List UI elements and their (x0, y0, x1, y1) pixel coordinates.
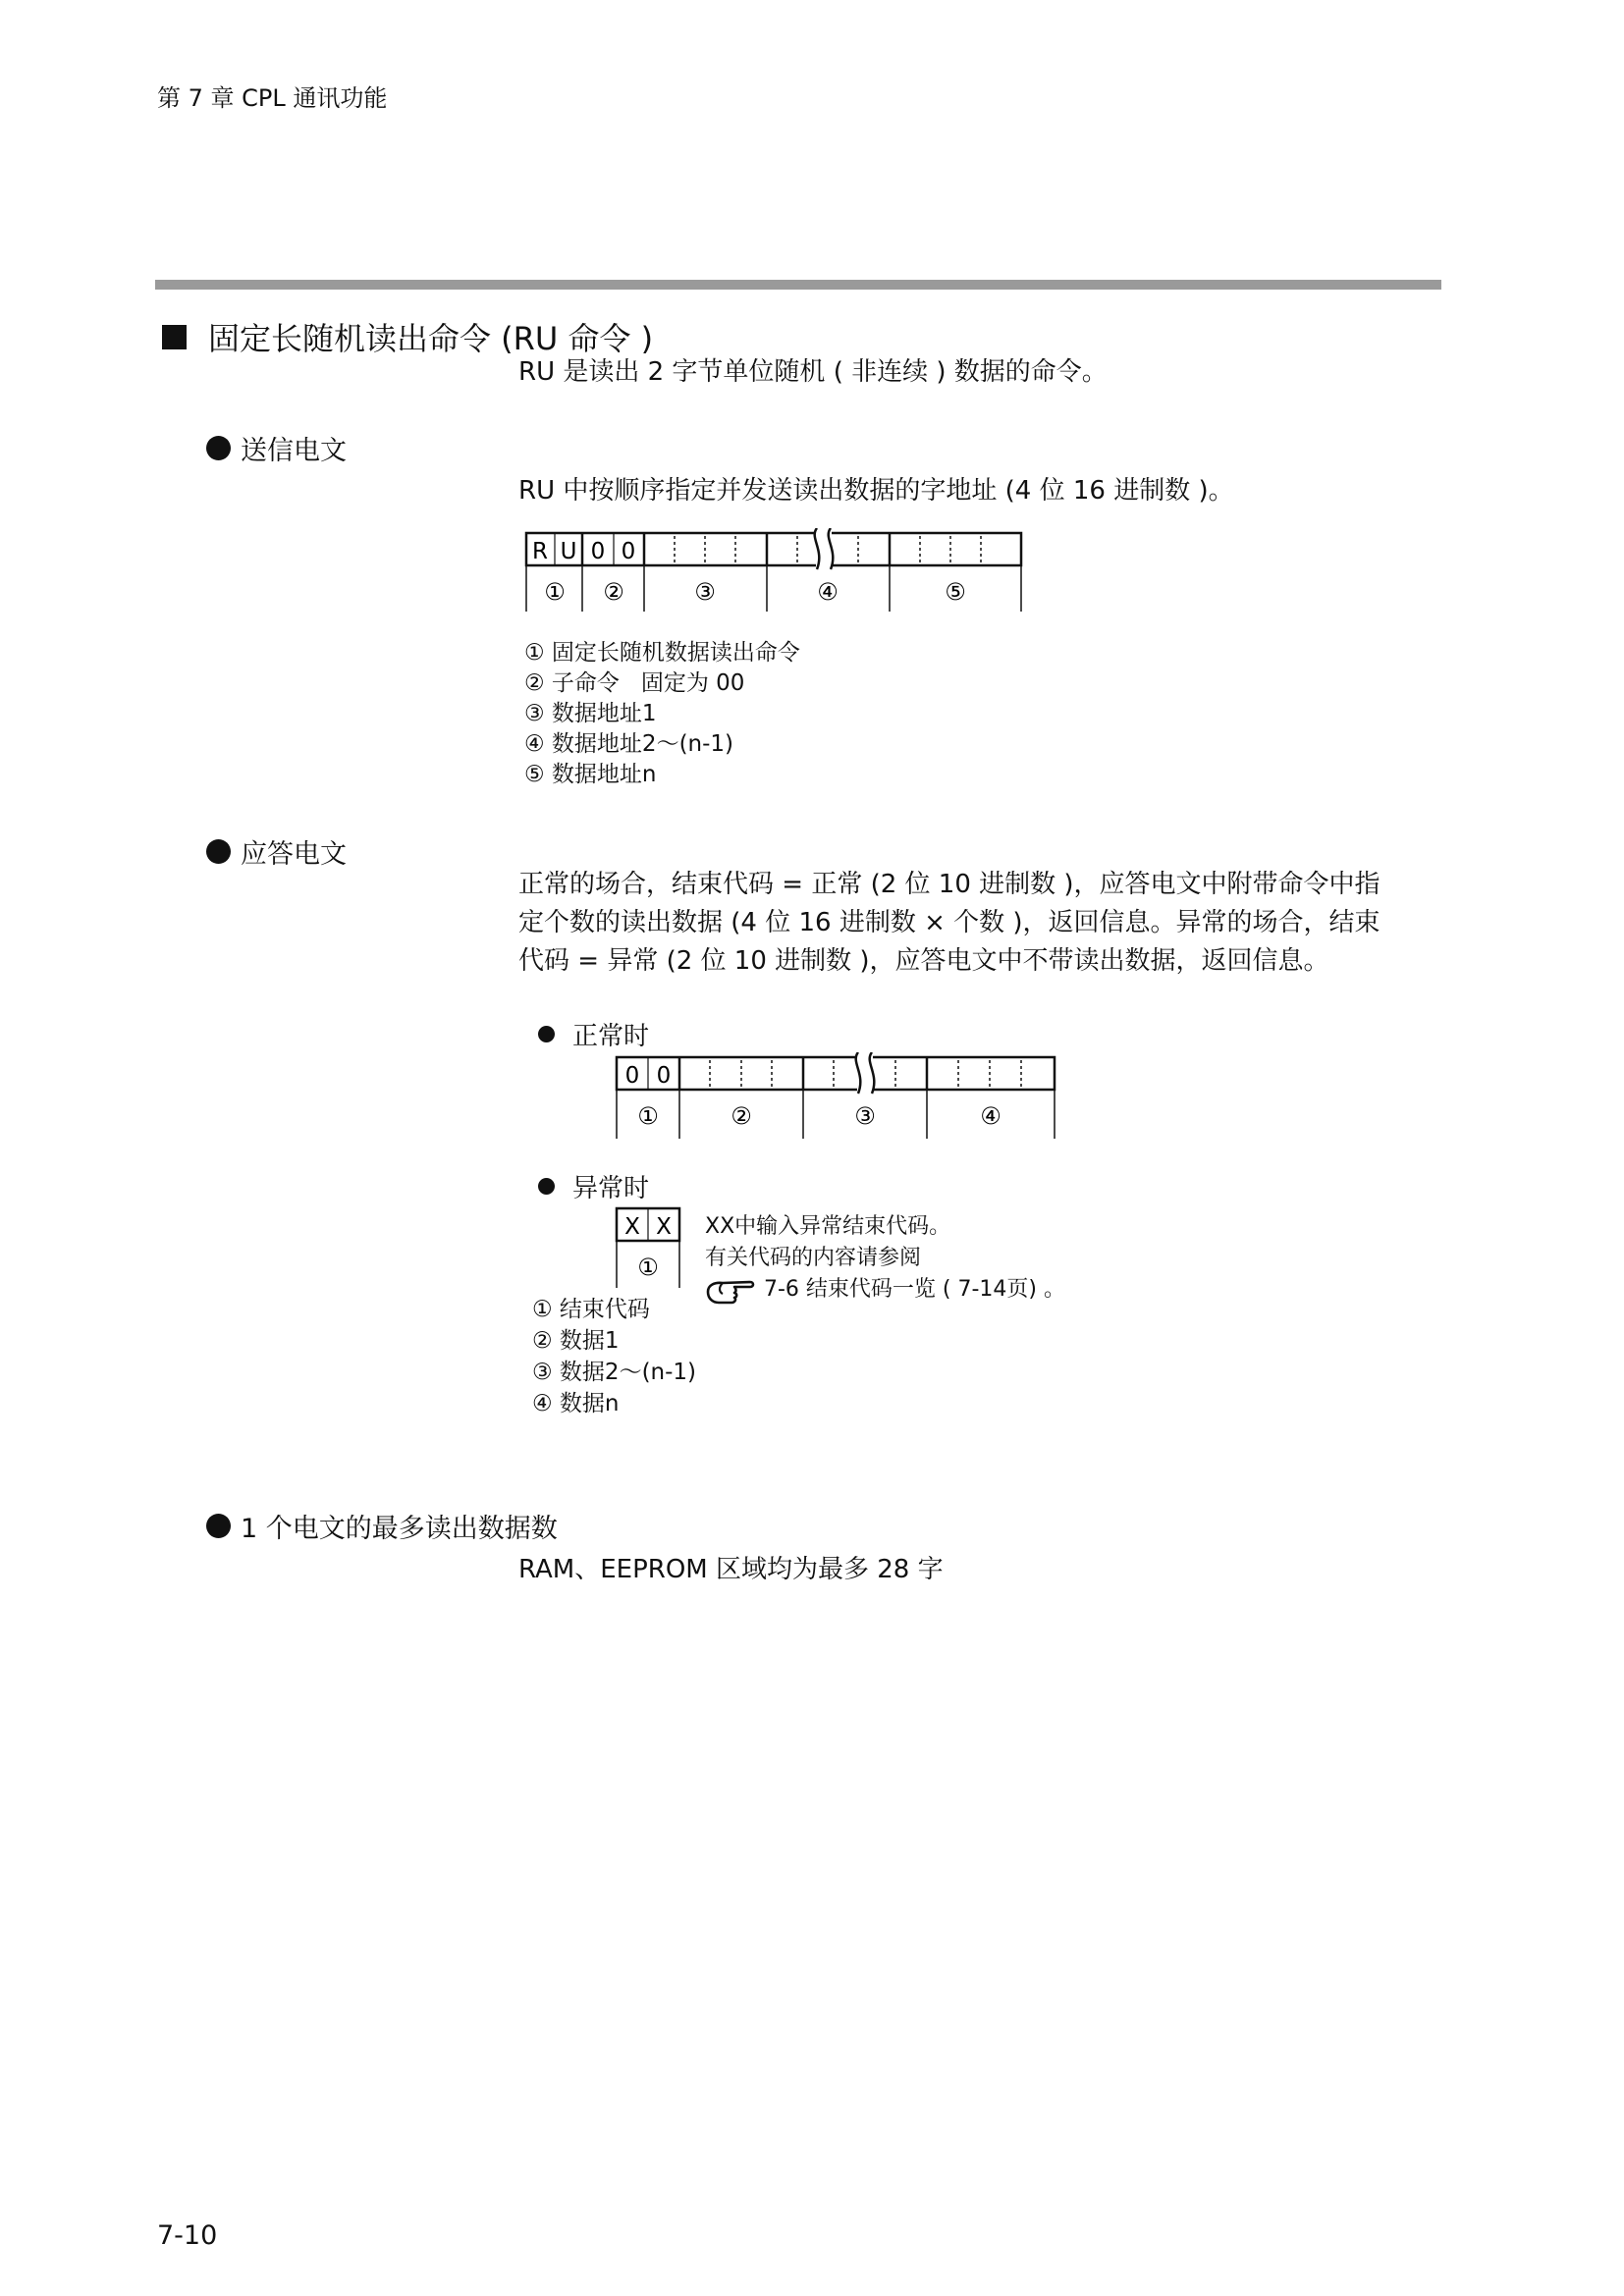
bullet-icon (538, 1026, 555, 1042)
frame-char: 0 (621, 539, 636, 564)
frame-char: X (624, 1214, 640, 1240)
frame-char: X (656, 1214, 672, 1240)
max-description: RAM、EEPROM 区域均为最多 28 字 (518, 1555, 944, 1584)
square-bullet-icon (162, 325, 187, 349)
bullet-icon (538, 1178, 555, 1195)
frame-char: 0 (624, 1063, 640, 1089)
error-case-label: 异常时 (572, 1174, 650, 1203)
normal-case-label: 正常时 (572, 1022, 650, 1051)
field-label: ⑤ (945, 578, 966, 606)
normal-frame-diagram (609, 1052, 1060, 1143)
error-note: 有关代码的内容请参阅 (705, 1246, 922, 1270)
legend-item: ③ 数据地址1 (524, 701, 657, 726)
send-heading-text: 送信电文 (241, 436, 347, 466)
normal-frame-box (617, 1057, 1055, 1090)
send-frame-diagram (518, 528, 1029, 616)
bullet-icon (206, 839, 231, 864)
max-heading (206, 1507, 558, 1545)
response-legend (532, 1294, 696, 1419)
response-description (518, 866, 1380, 981)
error-case-heading (538, 1168, 649, 1204)
legend-item: ③ 数据2～(n-1) (532, 1360, 697, 1385)
legend-item: ④ 数据n (532, 1391, 620, 1416)
send-description: RU 中按顺序指定并发送读出数据的字地址 (4 位 16 进制数 )。 (518, 476, 1234, 506)
field-label: ① (544, 578, 566, 606)
frame-char: U (560, 539, 577, 564)
normal-case-heading (538, 1016, 649, 1052)
response-desc-line: 正常的场合，结束代码 = 正常 (2 位 10 进制数 )，应答电文中附带命令中指 (518, 870, 1380, 899)
pointing-hand-icon (705, 1275, 756, 1305)
bullet-icon (206, 1514, 231, 1538)
error-reference (705, 1274, 1065, 1306)
legend-item: ② 子命令 固定为 00 (524, 670, 745, 696)
field-label: ② (603, 578, 624, 606)
section-title-text: 固定长随机读出命令 (RU 命令 ) (208, 320, 654, 357)
frame-char: 0 (656, 1063, 672, 1089)
bullet-icon (206, 436, 231, 460)
legend-item: ② 数据1 (532, 1328, 620, 1354)
field-label: ③ (854, 1102, 876, 1130)
error-frame-diagram (609, 1203, 687, 1294)
response-heading (206, 832, 347, 871)
field-label: ④ (817, 578, 839, 606)
page-number: 7-10 (157, 2220, 218, 2251)
field-label: ③ (694, 578, 716, 606)
response-desc-line: 代码 = 异常 (2 位 10 进制数 )，应答电文中不带读出数据，返回信息。 (518, 946, 1329, 976)
field-label: ④ (980, 1102, 1001, 1130)
send-heading (206, 429, 347, 467)
section-divider (155, 280, 1441, 290)
error-notes (705, 1211, 1065, 1306)
response-desc-line: 定个数的读出数据 (4 位 16 进制数 × 个数 )，返回信息。异常的场合，结束 (518, 908, 1380, 937)
field-label: ① (637, 1254, 659, 1281)
legend-item: ① 固定长随机数据读出命令 (524, 640, 800, 666)
send-legend (524, 638, 800, 790)
frame-char: 0 (590, 539, 606, 564)
legend-item: ④ 数据地址2～(n-1) (524, 731, 734, 757)
max-heading-text: 1 个电文的最多读出数据数 (241, 1514, 558, 1544)
field-label: ② (731, 1102, 752, 1130)
chapter-header: 第 7 章 CPL 通讯功能 (157, 84, 388, 112)
field-label: ① (637, 1102, 659, 1130)
reference-text: 7-6 结束代码一览 ( 7-14页) 。 (764, 1277, 1066, 1302)
error-note: XX中输入异常结束代码。 (705, 1214, 951, 1239)
section-intro: RU 是读出 2 字节单位随机 ( 非连续 ) 数据的命令。 (518, 357, 1108, 387)
legend-item: ① 结束代码 (532, 1297, 650, 1322)
response-heading-text: 应答电文 (241, 839, 347, 870)
frame-char: R (532, 539, 548, 564)
legend-item: ⑤ 数据地址n (524, 762, 657, 787)
